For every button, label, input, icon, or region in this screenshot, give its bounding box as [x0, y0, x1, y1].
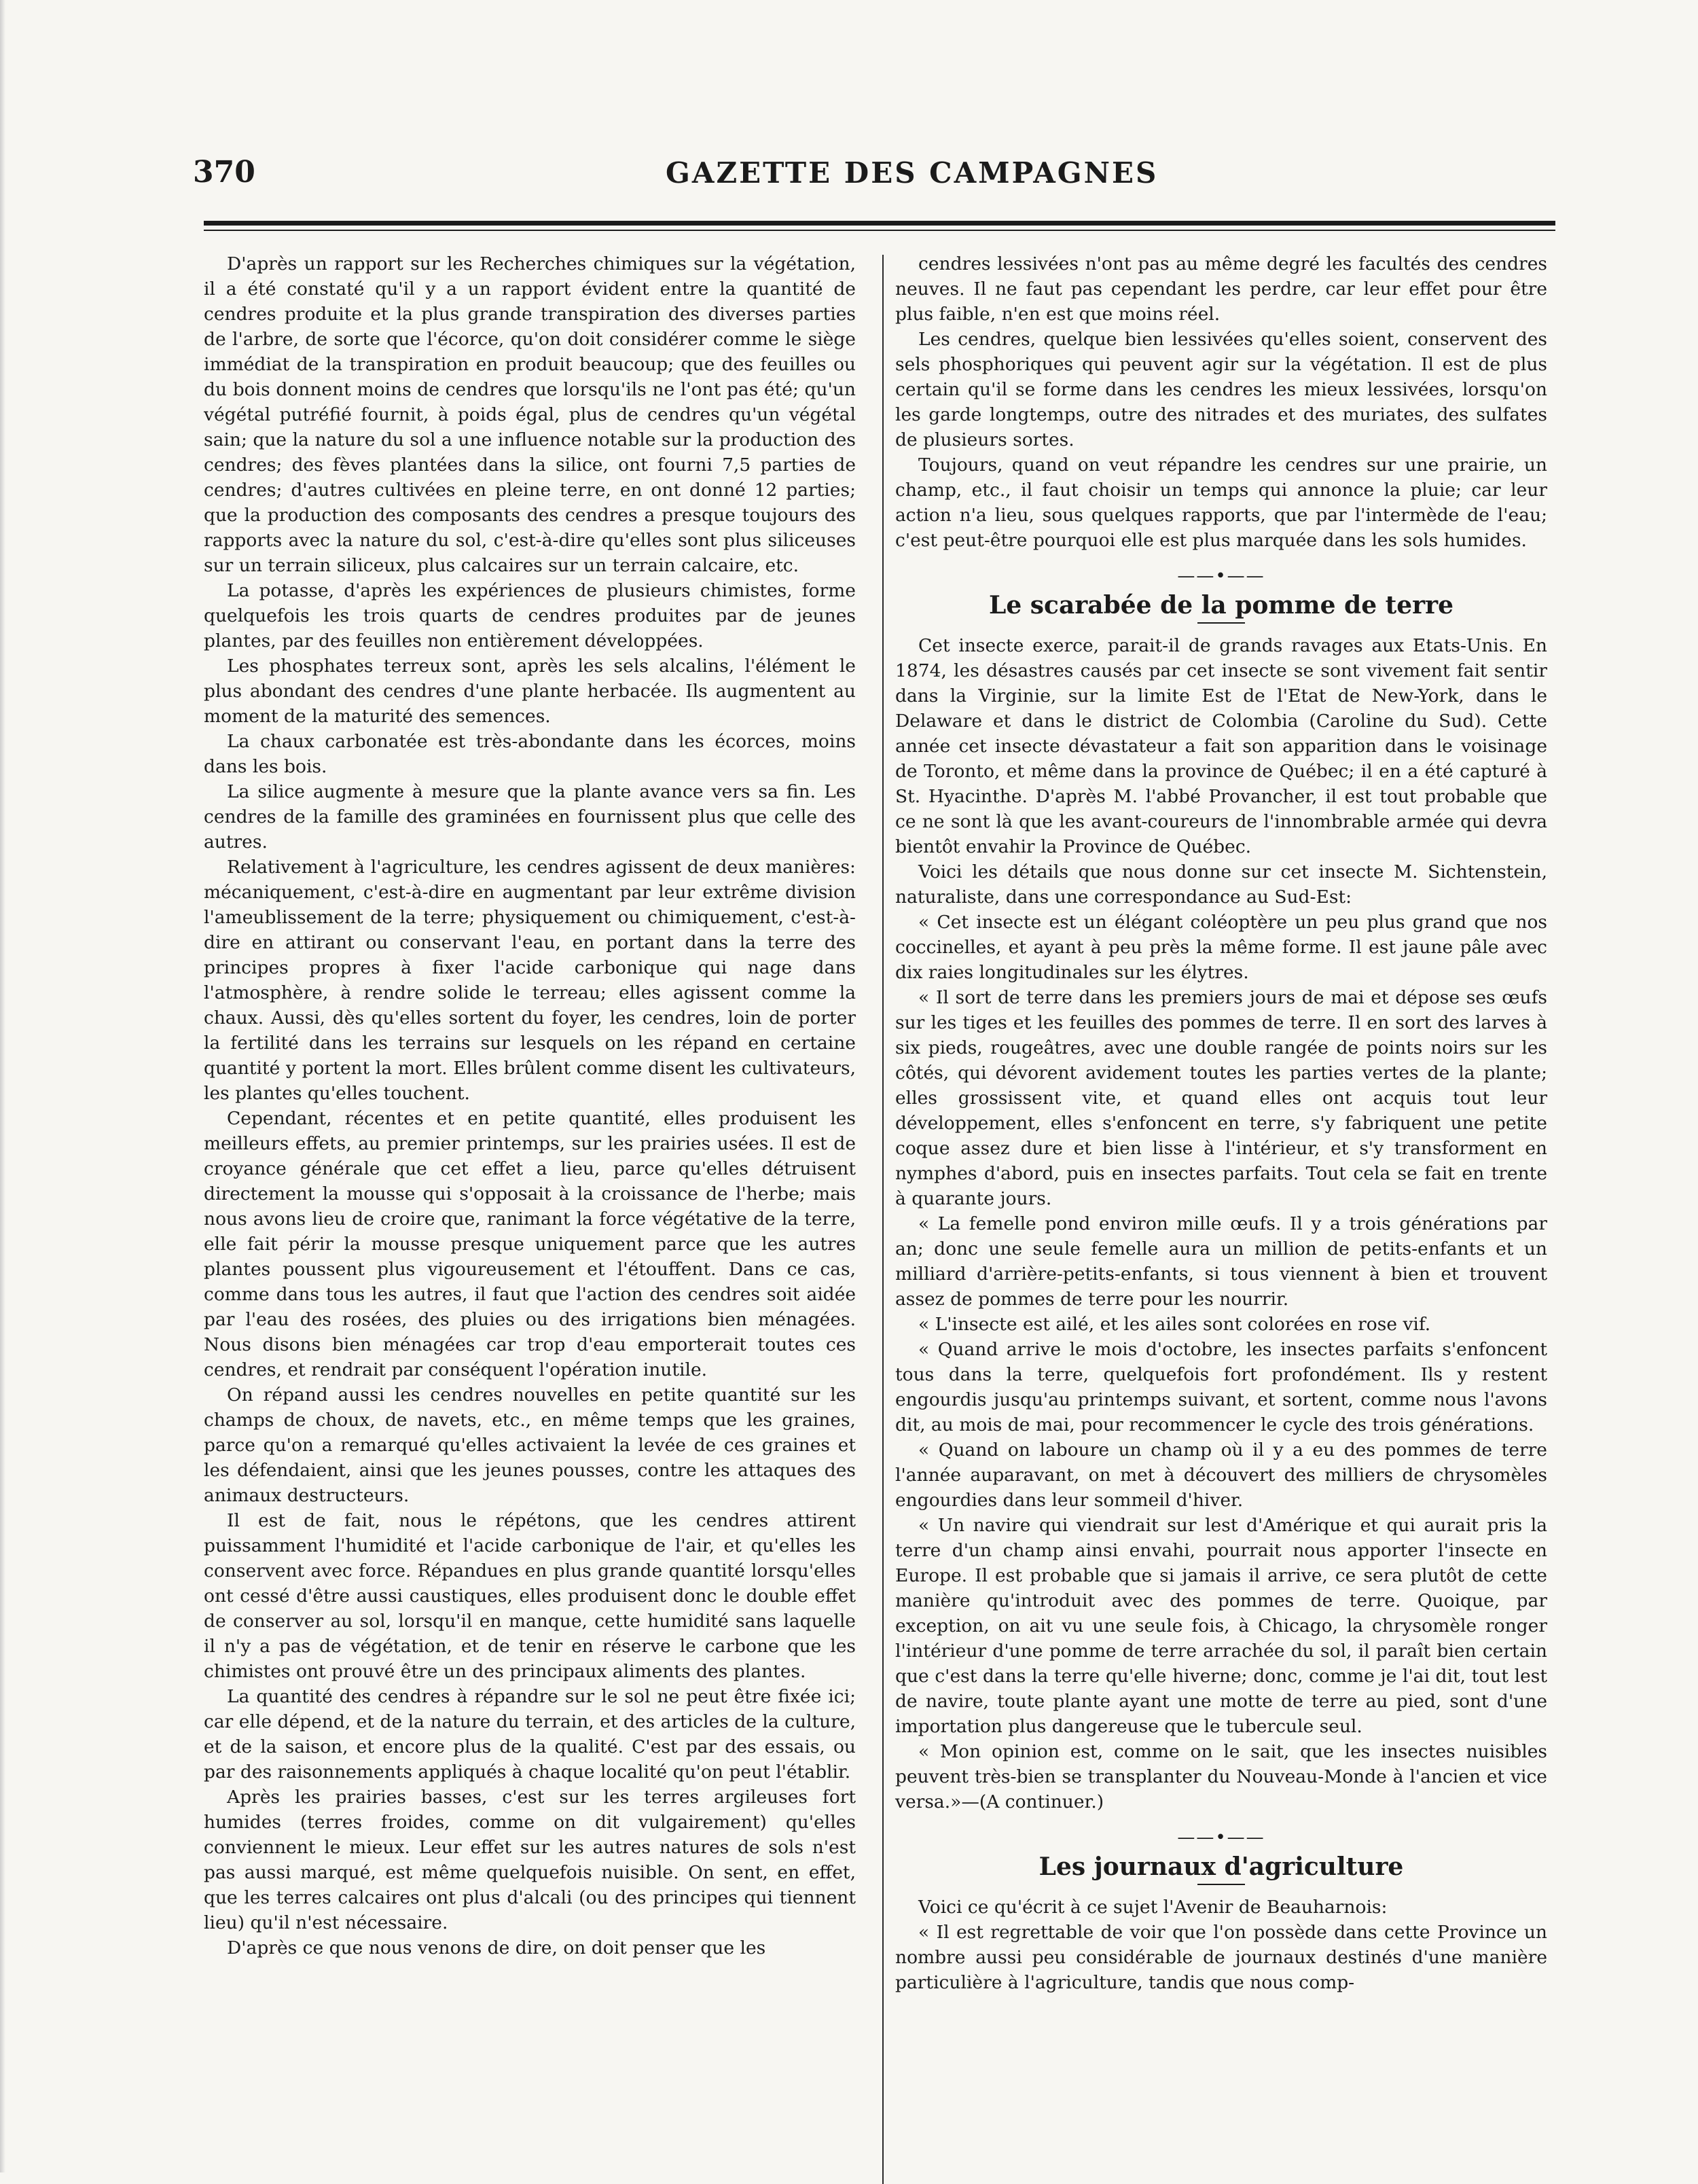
section-body-journaux	[895, 1895, 1547, 1995]
section-ornament: ——•——	[1177, 1827, 1265, 1848]
paragraph: Cet insecte exerce, parait-il de grands ravages aux Etats-Unis. En 1874, les désastres causés par cet insecte se sont vivement fait sentir dans la Virginie, sur la limite Est de l'Etat de New-York, dans le Delaware et dans le district de Colombia (Caroline du Sud). Cette année cet insecte dévastateur a fait son apparition dans le voisinage de Toronto, et même dans la province de Québec; il en a été capturé à St. Hyacinthe. D'après M. l'abbé Provancher, il est tout probable que ce ne sont là que les avant-coureurs de l'innombrable armée qui devra bientôt envahir la Province de Québec.	[895, 635, 1547, 857]
paragraph: On répand aussi les cendres nouvelles en petite quantité sur les champs de choux, de navets, etc., en même temps que les graines, parce qu'on a remarqué qu'elles activaient la levée de ces graines et les défendaient, ainsi que les jeunes pousses, contre les attaques des animaux destructeurs.	[204, 1384, 856, 1506]
paragraph: « Cet insecte est un élégant coléoptère un peu plus grand que nos coccinelles, et ayant à peu près la même forme. Il est jaune pâle avec dix raies longitudinales sur les élytres.	[895, 912, 1547, 983]
right-intro	[895, 251, 1547, 553]
paragraph: « La femelle pond environ mille œufs. Il y a trois générations par an; donc une seule femelle aura un million de petits-enfants et un milliard d'arrière-petits-enfants, si tous viennent à bien et trouvent assez de pommes de terre pour les nourrir.	[895, 1213, 1547, 1310]
paragraph: Après les prairies basses, c'est sur les terres argileuses fort humides (terres froides, comme on dit vulgairement) qu'elles conviennent le mieux. Leur effet sur les autres natures de sols n'est pas aussi marqué, est même quelquefois nuisible. On sent, en effet, que les terres calcaires ont plus d'alcali (ou des principes qui tiennent lieu) qu'il n'est nécessaire.	[204, 1787, 856, 1933]
paragraph: La silice augmente à mesure que la plante avance vers sa fin. Les cendres de la famille des graminées en fournissent plus que celle des autres.	[204, 781, 856, 853]
paragraph: Relativement à l'agriculture, les cendres agissent de deux manières: mécaniquement, c'est-à-dire en augmentant par leur extrême division l'ameublissement de la terre; physiquement ou chimiquement, c'est-à-dire en attirant ou conservant l'eau, en portant dans la terre des principes propres à fixer l'acide carbonique qui nage dans l'atmosphère, à rendre solide le terreau; elles agissent comme la chaux. Aussi, dès qu'elles sortent du foyer, les cendres, loin de porter la fertilité dans les terrains sur lesquels on les répand en certaine quantité y portent la mort. Elles brûlent comme disent les cultivateurs, les plantes qu'elles touchent.	[204, 857, 856, 1104]
paragraph: « Il est regrettable de voir que l'on possède dans cette Province un nombre aussi peu considérable de journaux destinés d'une manière particulière à l'agriculture, tandis que nous comp-	[895, 1922, 1547, 1993]
title-rule	[1197, 622, 1245, 624]
title-rule	[1197, 1884, 1245, 1885]
paragraph: La quantité des cendres à répandre sur le sol ne peut être fixée ici; car elle dépend, et de la nature du terrain, et des articles de la culture, et de la saison, et encore plus de la qualité. C'est par des essais, ou par des raisonnements appliqués à chaque localité qu'on peut l'établir.	[204, 1686, 856, 1783]
section-ornament: ——•——	[1177, 566, 1265, 586]
paragraph: Les phosphates terreux sont, après les sels alcalins, l'élément le plus abondant des cendres d'une plante herbacée. Ils augmentent au moment de la maturité des semences.	[204, 656, 856, 727]
paragraph: Toujours, quand on veut répandre les cendres sur une prairie, un champ, etc., il faut choisir un temps qui annonce la pluie; car leur action n'a lieu, sous quelques rapports, que par l'intermède de l'eau; c'est peut-être pourquoi elle est plus marquée dans les sols humides.	[895, 454, 1547, 551]
paragraph: Il est de fait, nous le répétons, que les cendres attirent puissamment l'humidité et l'acide carbonique de l'air, et qu'elles les conservent avec force. Répandues en plus grande quantité lorsqu'elles ont cessé d'être aussi caustiques, elles produisent donc le double effet de conserver au sol, lorsqu'il en manque, cette humidité sans laquelle il n'y a pas de végétation, et de tenir en réserve le carbone que les chimistes ont prouvé être un des principaux aliments des plantes.	[204, 1510, 856, 1682]
page-number: 370	[193, 155, 255, 190]
paragraph: « Mon opinion est, comme on le sait, que les insectes nuisibles peuvent très-bien se transplanter du Nouveau-Monde à l'ancien et vice versa.»—(A continuer.)	[895, 1741, 1547, 1812]
paragraph: « Quand on laboure un champ où il y a eu des pommes de terre l'année auparavant, on met à découvert des milliers de chrysomèles engourdies dans leur sommeil d'hiver.	[895, 1439, 1547, 1511]
section-title-journaux: Les journaux d'agriculture	[1038, 1852, 1404, 1881]
section-body-scarabee	[895, 633, 1547, 1814]
paragraph: cendres lessivées n'ont pas au même degré les facultés des cendres neuves. Il ne faut pas cependant les perdre, car leur effet pour être plus faible, n'en est que moins réel.	[895, 253, 1547, 325]
scan-edge-shadow	[0, 0, 5, 2172]
paragraph: La potasse, d'après les expériences de plusieurs chimistes, forme quelquefois les trois quarts de cendres produites par de jeunes plantes, par des feuilles non entièrement développées.	[204, 580, 856, 651]
left-column	[204, 251, 856, 1961]
paragraph: D'après ce que nous venons de dire, on doit penser que les	[227, 1937, 766, 1958]
paragraph: « L'insecte est ailé, et les ailes sont colorées en rose vif.	[918, 1314, 1431, 1335]
paragraph: « Quand arrive le mois d'octobre, les insectes parfaits s'enfoncent tous dans la terre, quelquefois fort profondément. Ils y restent engourdis jusqu'au printemps suivant, et sortent, comme nous l'avons dit, au mois de mai, pour recommencer le cycle des trois générations.	[895, 1339, 1547, 1435]
column-divider	[882, 255, 884, 2184]
right-column	[895, 251, 1547, 1995]
paragraph: « Il sort de terre dans les premiers jours de mai et dépose ses œufs sur les tiges et les feuilles des pommes de terre. Il en sort des larves à six pieds, rougeâtres, avec une double rangée de points noirs sur les côtés, qui dévorent avidement toutes les parties vertes de la plante; elles grossissent vite, et quand elles ont acquis tout leur développement, elles s'enfoncent en terre, s'y fabriquent une petite coque assez dure et bien lisse à l'intérieur, et s'y transforment en nymphes d'abord, puis en insectes parfaits. Tout cela se fait en trente à quarante jours.	[895, 987, 1547, 1209]
paragraph: D'après un rapport sur les Recherches chimiques sur la végétation, il a été constaté qu'il y a un rapport évident entre la quantité de cendres produite et la plus grande transpiration des diverses parties de l'arbre, de sorte que l'écorce, qu'on doit considérer comme le siège immédiat de la transpiration en produit beaucoup; que des feuilles ou du bois donnent moins de cendres que lorsqu'ils ne l'ont pas été; qu'un végétal putréfié fournit, à poids égal, plus de cendres qu'un végétal sain; que la nature du sol a une influence notable sur la production des cendres; des fèves plantées dans la silice, ont fourni 7,5 parties de cendres; d'autres cultivées en pleine terre, en ont donné 12 parties; que la production des composants des cendres a presque toujours des rapports avec la nature du sol, c'est-à-dire qu'elles sont plus siliceuses sur un terrain siliceux, plus calcaires sur un terrain calcaire, etc.	[204, 253, 856, 576]
paragraph: Voici les détails que nous donne sur cet insecte M. Sichtenstein, naturaliste, dans une correspondance au Sud-Est:	[895, 861, 1547, 908]
header-rule-thin	[204, 230, 1555, 231]
paragraph: « Un navire qui viendrait sur lest d'Amérique et qui aurait pris la terre d'un champ ainsi envahi, pourrait nous apporter l'insecte en Europe. Il est probable que si jamais il arrive, ce sera plutôt de cette manière qu'introduit avec des pommes de terre. Quoique, par exception, on ait vu une seule fois, à Chicago, la chrysomèle ronger l'intérieur d'une pomme de terre arrachée du sol, il paraît bien certain que c'est dans la terre qu'elle hiverne; donc, comme je l'ai dit, tout lest de navire, toute plante ayant une motte de terre au pied, sont d'une importation plus dangereuse que le tubercule seul.	[895, 1515, 1547, 1737]
paragraph: Voici ce qu'écrit à ce sujet l'Avenir de Beauharnois:	[918, 1897, 1388, 1918]
section-title-scarabee: Le scarabée de la pomme de terre	[989, 591, 1453, 620]
running-title: GAZETTE DES CAMPAGNES	[666, 156, 1159, 190]
header-rule-thick	[204, 221, 1555, 226]
paragraph: Cependant, récentes et en petite quantité, elles produisent les meilleurs effets, au premier printemps, sur les prairies usées. Il est de croyance générale que cet effet a lieu, parce qu'elles détruisent directement la mousse qui s'opposait à la croissance de l'herbe; mais nous avons lieu de croire que, ranimant la force végétative de la terre, elle fait périr la mousse presque uniquement parce que les autres plantes poussent plus vigoureusement et l'étouffent. Dans ce cas, comme dans tous les autres, il faut que l'action des cendres soit aidée par l'eau des rosées, des pluies ou des irrigations bien ménagées. Nous disons bien ménagées car trop d'eau emporterait toutes ces cendres, et rendrait par conséquent l'opération inutile.	[204, 1108, 856, 1380]
paragraph: Les cendres, quelque bien lessivées qu'elles soient, conservent des sels phosphoriques qui peuvent agir sur la végétation. Il est de plus certain qu'il se forme dans les cendres les mieux lessivées, lorsqu'on les garde longtemps, outre des nitrades et des muriates, des sulfates de plusieurs sortes.	[895, 329, 1547, 450]
paragraph: La chaux carbonatée est très-abondante dans les écorces, moins dans les bois.	[204, 731, 856, 777]
